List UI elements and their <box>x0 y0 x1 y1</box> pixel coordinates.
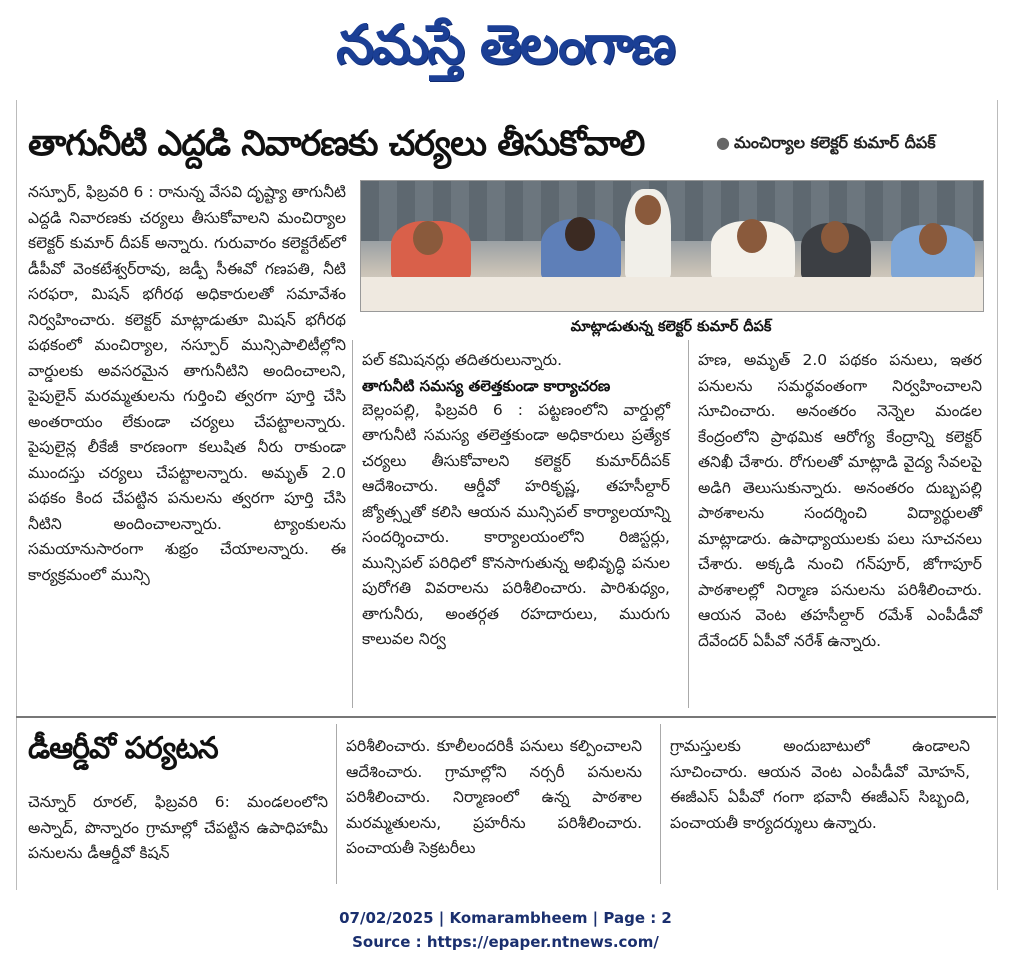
page-footer <box>0 906 1011 954</box>
column-rule <box>660 724 661 884</box>
article-paragraph: చెన్నూర్ రూరల్, ఫిబ్రవరి 6: మండలంలోని అస్నాద్, పొన్నారం గ్రామాల్లో చేపట్టిన ఉపాధిహామీ పనులను డీఆర్డీవో కిషన్ <box>28 793 328 862</box>
article-column-3 <box>670 734 970 836</box>
photo-head <box>821 221 849 253</box>
footer-source[interactable]: Source : https://epaper.ntnews.com/ <box>352 933 659 951</box>
photo-head <box>635 195 661 225</box>
article-photo <box>360 180 984 312</box>
article-paragraph: నస్పూర్, ఫిబ్రవరి 6 : రానున్న వేసవి దృష్ట్యా తాగునీటి ఎద్దడి నివారణకు చర్యలు తీసుకోవాలని మంచిర్యాల కలెక్టర్ కుమార్ దీపక్ అన్నారు. గురువారం కలెక్టరేట్‌లో డీపీవో వెంకటేశ్వర్‌రావు, జడ్పీ సీఈవో గణపతి, నీటి సరఫరా, మిషన్ భగీరథ అధికారులతో సమావేశం నిర్వహించారు. కలెక్టర్ మాట్లాడుతూ మిషన్ భగీరథ పథకంలో మంచిర్యాల, నస్పూర్ మున్సిపాలిటీల్లోని వార్డులకు అవసరమైన తాగునీటిని అందించాలని, పైపులైన్ మరమ్మతులను గుర్తించి త్వరగా పూర్తి చేసి అంతరాయం లేకుండా చర్యలు చేపట్టాలన్నారు. పైపులైన్ల లీకేజీ కారణంగా కలుషిత నీరు రాకుండా ముందస్తు చర్యలు చేపట్టాలన్నారు. అమృత్ 2.0 పథకం కింద చేపట్టిన పనులను త్వరగా పూర్తి చేసి నీటిని అందించాలన్నారు. ట్యాంకులను సమయానుసారంగా శుభ్రం చేయాలన్నారు. ఈ కార్యక్రమంలో మున్సి <box>28 183 346 584</box>
column-rule <box>352 340 353 708</box>
photo-table <box>361 277 983 311</box>
column-rule <box>336 724 337 884</box>
article-subheading: తాగునీటి సమస్య తలెత్తకుండా కార్యాచరణ <box>362 376 611 395</box>
article-column-3 <box>698 348 982 654</box>
section-divider <box>16 716 996 718</box>
article-paragraph: పరిశీలించారు. కూలీలందరికీ పనులు కల్పించాలని ఆదేశించారు. గ్రామాల్లోని నర్సరీ పనులను పరిశీలించారు. నిర్మాణంలో ఉన్న పాఠశాల మరమ్మతులను, ప్రహరీను పరిశీలించారు. పంచాయతీ సెక్రటరీలు <box>346 737 642 857</box>
photo-head <box>413 221 443 255</box>
photo-head <box>919 223 947 255</box>
article-column-1 <box>28 180 346 588</box>
footer-edition-info: 07/02/2025 | Komarambheem | Page : 2 <box>339 909 672 927</box>
masthead <box>0 0 1011 92</box>
byline-text: మంచిర్యాల కలెక్టర్ కుమార్ దీపక్ <box>733 133 936 152</box>
bullet-icon: ● <box>716 133 730 152</box>
article-column-2 <box>346 734 642 862</box>
article-paragraph: గ్రామస్తులకు అందుబాటులో ఉండాలని సూచించారు. ఆయన వెంట ఎంపీడీవో మోహన్, ఈజీఎస్ ఏపీవో గంగా భవానీ ఈజీఎస్ సిబ్బంది, పంచాయతీ కార్యదర్శులు ఉన్నారు. <box>670 737 970 832</box>
photo-head <box>737 219 767 253</box>
article-headline: డీఆర్డీవో పర్యటన <box>28 731 218 766</box>
article-column-2 <box>362 348 670 653</box>
photo-caption: మాట్లాడుతున్న కలెక్టర్ కుమార్ దీపక్ <box>570 319 772 335</box>
article-paragraph: బెల్లంపల్లి, ఫిబ్రవరి 6 : పట్టణంలోని వార్డుల్లో తాగునీటి సమస్య తలెత్తకుండా అధికారులు ప్రత్యేక చర్యలు తీసుకోవాలని కలెక్టర్ కుమార్‌దీపక్ ఆదేశించారు. ఆర్డీవో హరికృష్ణ, తహసీల్దార్ జ్యోత్స్నతో కలిసి ఆయన మున్సిపల్ కార్యాలయాన్ని సందర్శించారు. కార్యాలయంలోని రిజిస్టర్లు, మున్సిపల్ పరిధిలో కొనసాగుతున్న అభివృద్ధి పనుల పురోగతి వివరాలను పరిశీలించారు. పారిశుధ్యం, తాగునీరు, అంతర్గత రహదారులు, మురుగు కాలువల నిర్వ <box>362 400 670 648</box>
article-headline: తాగునీటి ఎద్దడి నివారణకు చర్యలు తీసుకోవాలి <box>28 124 645 164</box>
photo-head <box>565 217 595 251</box>
newspaper-logo: నమస్తే తెలంగాణ <box>336 13 674 76</box>
article-paragraph: హణ, అమృత్ 2.0 పథకం పనులు, ఇతర పనులను సమర్థవంతంగా నిర్వహించాలని సూచించారు. అనంతరం నెన్నెల మండల కేంద్రంలోని ప్రాథమిక ఆరోగ్య కేంద్రాన్ని కలెక్టర్ తనిఖీ చేశారు. రోగులతో మాట్లాడి వైద్య సేవలపై అడిగి తెలుసుకున్నారు. అనంతరం దుబ్బపల్లి పాఠశాలను సందర్శించి విద్యార్థులతో మాట్లాడారు. ఉపాధ్యాయులకు పలు సూచనలు చేశారు. అక్కడి నుంచి గన్‌పూర్, జోగాపూర్ పాఠశాలల్లో నిర్మాణ పనులను పరిశీలించారు. ఆయన వెంట తహసీల్దార్ రమేశ్ ఎంపీడీవో దేవేందర్ ఏపీవో నరేశ్ ఉన్నారు. <box>698 351 982 650</box>
article-byline <box>716 132 986 154</box>
column-rule <box>688 340 689 708</box>
article-paragraph: పల్ కమిషనర్లు తదితరులున్నారు. <box>362 351 563 369</box>
article-column-1 <box>28 790 328 867</box>
